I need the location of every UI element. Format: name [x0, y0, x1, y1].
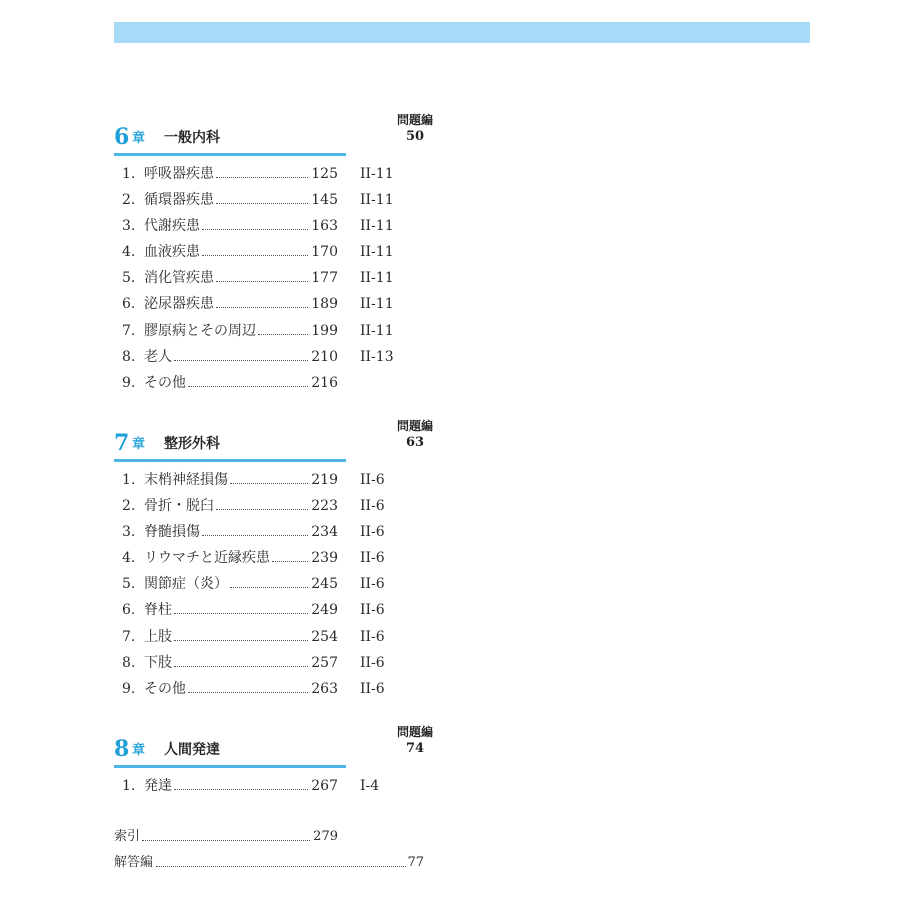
problem-reference: [394, 724, 436, 758]
toc-item-label: 循環器疾患: [144, 192, 214, 209]
chapter-section: [114, 419, 444, 697]
toc-item-number: 6.: [122, 602, 136, 619]
chapter-rule: [114, 765, 346, 768]
toc-item-reference: II-6: [360, 680, 385, 697]
toc-item-number: 5.: [122, 576, 136, 593]
index-label: 索引: [114, 829, 141, 844]
toc-item-label: 下肢: [144, 654, 172, 671]
toc-item-leader: [174, 640, 308, 641]
toc-item-leader: [216, 307, 308, 308]
toc-item[interactable]: [114, 676, 444, 702]
index-leader: [142, 840, 310, 841]
toc-item-leader: [216, 177, 308, 178]
chapter-suffix: 章: [132, 437, 146, 452]
toc-item[interactable]: [114, 493, 444, 519]
chapter-title: 整形外科: [164, 436, 220, 452]
chapter-heading: [114, 725, 444, 766]
problem-reference: [394, 112, 436, 146]
toc-item-label: 消化管疾患: [144, 270, 214, 287]
toc-item-label: 脊髄損傷: [144, 524, 200, 541]
chapter-section: [114, 725, 444, 794]
toc-item-reference: II-11: [360, 192, 394, 209]
toc-item[interactable]: [114, 370, 444, 396]
toc-item-page: 199: [311, 322, 338, 339]
toc-item-label: 泌尿器疾患: [144, 296, 214, 313]
toc-item-page: 245: [311, 576, 338, 593]
toc-item-number: 5.: [122, 270, 136, 287]
problem-reference-label: 問題編: [396, 419, 433, 433]
toc-item-label: リウマチと近縁疾患: [144, 550, 270, 567]
toc-item[interactable]: [114, 650, 444, 676]
toc-item-leader: [188, 692, 308, 693]
chapter-title: 人間発達: [164, 742, 220, 758]
toc-item-reference: II-11: [360, 322, 394, 339]
toc-item-label: その他: [144, 680, 186, 697]
toc-item[interactable]: [114, 213, 444, 239]
toc-item-leader: [188, 386, 308, 387]
toc-item-label: 老人: [144, 348, 172, 365]
toc-item-number: 9.: [122, 374, 136, 391]
toc-item-number: 7.: [122, 628, 136, 645]
toc-item-number: 1.: [122, 778, 136, 794]
toc-item-leader: [202, 535, 308, 536]
answers-entry[interactable]: [114, 850, 434, 876]
toc-item-leader: [174, 789, 308, 790]
toc-item-reference: II-6: [360, 602, 385, 619]
chapter-heading: [114, 419, 444, 460]
toc-item[interactable]: [114, 239, 444, 265]
toc-item-page: 163: [311, 218, 338, 235]
answers-label: 解答編: [114, 855, 154, 870]
toc-item-number: 1.: [122, 472, 136, 488]
toc-item-number: 3.: [122, 218, 136, 235]
toc-item[interactable]: [114, 624, 444, 650]
toc-item-leader: [230, 483, 308, 484]
toc-item-label: その他: [144, 374, 186, 391]
toc-item-label: 関節症（炎）: [144, 576, 228, 593]
toc-item-page: 223: [311, 498, 338, 515]
toc-item-leader: [174, 666, 308, 667]
toc-item-number: 4.: [122, 550, 136, 567]
toc-item-reference: II-6: [360, 576, 385, 593]
toc-item[interactable]: [114, 773, 444, 799]
toc-item-number: 6.: [122, 296, 136, 313]
chapter-rule: [114, 153, 346, 156]
toc-item-page: 249: [311, 602, 338, 619]
problem-reference-label: 問題編: [396, 725, 433, 739]
toc-item-reference: II-6: [360, 654, 385, 671]
toc-item-reference: II-11: [360, 244, 394, 261]
toc-item[interactable]: [114, 161, 444, 187]
chapter-number: 8: [114, 736, 130, 762]
toc-item-reference: II-6: [360, 498, 385, 515]
toc-item-label: 骨折・脱臼: [144, 498, 214, 515]
toc-item-page: 219: [311, 472, 338, 488]
toc-item[interactable]: [114, 344, 444, 370]
toc-item-reference: II-11: [360, 270, 394, 287]
toc-item-number: 8.: [122, 348, 136, 365]
toc-item-reference: I-4: [360, 778, 380, 794]
toc-item[interactable]: [114, 597, 444, 623]
toc-item-number: 8.: [122, 654, 136, 671]
toc-item-page: 267: [311, 778, 338, 794]
toc-item-leader: [202, 229, 308, 230]
chapter-rule: [114, 459, 346, 462]
toc-item-leader: [216, 509, 308, 510]
problem-reference-page: 63: [405, 435, 425, 450]
toc-item-label: 末梢神経損傷: [144, 472, 228, 488]
toc-item-label: 発達: [144, 778, 172, 794]
toc-item[interactable]: [114, 467, 444, 493]
toc-item-number: 3.: [122, 524, 136, 541]
index-entry[interactable]: [114, 824, 434, 850]
toc-item-page: 125: [311, 166, 338, 182]
toc-item-number: 9.: [122, 680, 136, 697]
toc-item-leader: [216, 203, 308, 204]
toc-item-reference: II-6: [360, 472, 385, 488]
chapter-title: 一般内科: [164, 130, 220, 146]
toc-item-leader: [216, 281, 308, 282]
answers-page: 77: [407, 855, 424, 870]
toc-item[interactable]: [114, 519, 444, 545]
toc-item-number: 7.: [122, 322, 136, 339]
toc-item-reference: II-6: [360, 524, 385, 541]
toc-item-leader: [230, 587, 308, 588]
toc-item-page: 257: [311, 654, 338, 671]
toc-item-label: 呼吸器疾患: [144, 166, 214, 182]
answers-leader: [156, 866, 406, 867]
toc-item-number: 2.: [122, 498, 136, 515]
toc-item-reference: II-11: [360, 166, 394, 182]
chapter-item-list: [114, 773, 444, 799]
toc-item[interactable]: [114, 187, 444, 213]
toc-item[interactable]: [114, 545, 444, 571]
chapter-number: 7: [114, 430, 130, 456]
toc-item-label: 脊柱: [144, 602, 172, 619]
toc-item-label: 代謝疾患: [144, 218, 200, 235]
toc-item-leader: [174, 360, 308, 361]
toc-item-page: 210: [311, 348, 338, 365]
toc-item[interactable]: [114, 318, 444, 344]
problem-reference-page: 74: [405, 741, 425, 756]
toc-item-label: 上肢: [144, 628, 172, 645]
toc-item-leader: [258, 334, 308, 335]
toc-item-leader: [272, 561, 308, 562]
index-page: 279: [313, 829, 338, 844]
chapter-item-list: [114, 467, 444, 702]
toc-item-reference: II-13: [360, 348, 394, 365]
problem-reference-page: 50: [405, 129, 425, 144]
toc-item-reference: II-11: [360, 218, 394, 235]
toc-item-page: 189: [311, 296, 338, 313]
toc-item-label: 血液疾患: [144, 244, 200, 261]
toc-item-leader: [174, 613, 308, 614]
chapter-item-list: [114, 161, 444, 396]
toc-item-page: 239: [311, 550, 338, 567]
chapter-suffix: 章: [132, 743, 146, 758]
top-color-band: [114, 22, 810, 43]
toc-item[interactable]: [114, 291, 444, 317]
toc-item-reference: II-6: [360, 628, 385, 645]
toc-item-page: 145: [311, 192, 338, 209]
chapter-number: 6: [114, 124, 130, 150]
toc-item-number: 2.: [122, 192, 136, 209]
toc-item-number: 1.: [122, 166, 136, 182]
toc-item-number: 4.: [122, 244, 136, 261]
toc-item-page: 263: [311, 680, 338, 697]
problem-reference: [394, 418, 436, 452]
toc-item-page: 170: [311, 244, 338, 261]
toc-item-page: 234: [311, 524, 338, 541]
toc-item-page: 216: [311, 374, 338, 391]
chapter-section: [114, 113, 444, 391]
toc-item-label: 膠原病とその周辺: [144, 322, 256, 339]
toc-item-reference: II-11: [360, 296, 394, 313]
problem-reference-label: 問題編: [396, 113, 433, 127]
toc-item-leader: [202, 255, 308, 256]
toc-item-page: 254: [311, 628, 338, 645]
toc-item[interactable]: [114, 571, 444, 597]
toc-item-page: 177: [311, 270, 338, 287]
chapter-heading: [114, 113, 444, 154]
toc-item-reference: II-6: [360, 550, 385, 567]
toc-item[interactable]: [114, 265, 444, 291]
chapter-suffix: 章: [132, 131, 146, 146]
